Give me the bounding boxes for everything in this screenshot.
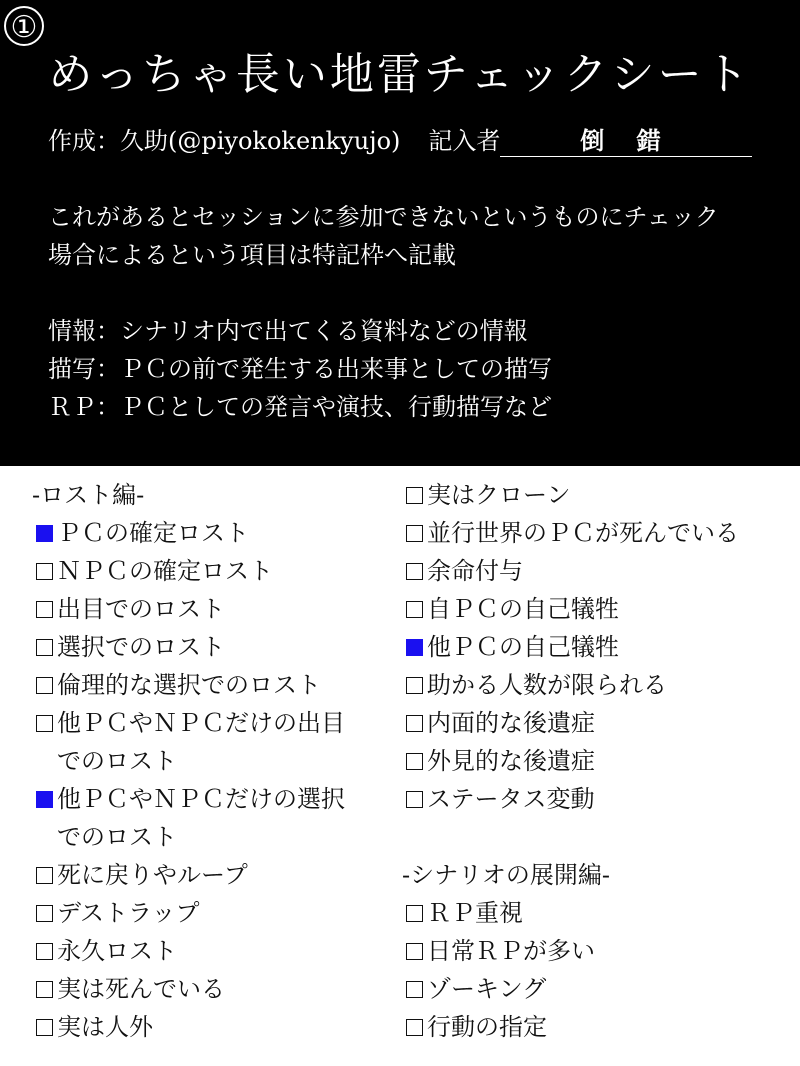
- checkbox[interactable]: [406, 753, 423, 770]
- checklist-item-label: 選択でのロスト: [57, 633, 225, 661]
- checkbox[interactable]: [36, 639, 53, 656]
- checklist-item[interactable]: [32, 666, 392, 704]
- checkbox[interactable]: [36, 981, 53, 998]
- checklist-item-label: デストラップ: [57, 899, 200, 927]
- checklist-item-label: 自ＰＣの自己犠牲: [427, 595, 619, 623]
- checkbox[interactable]: [36, 1019, 53, 1036]
- checklist-item-label: 倫理的な選択でのロスト: [57, 671, 321, 699]
- checklist-item-label: 死に戻りやループ: [57, 861, 248, 889]
- checklist-item-label: ＰＣの確定ロスト: [57, 519, 249, 547]
- checklist-item-label: 永久ロスト: [57, 937, 177, 965]
- checklist-item[interactable]: [402, 590, 792, 628]
- checklist-item[interactable]: [32, 590, 392, 628]
- checklist-item-label: ステータス変動: [427, 785, 595, 813]
- checklist-item-label: 行動の指定: [427, 1013, 547, 1041]
- writer-name-field[interactable]: 倒 錯: [500, 126, 752, 157]
- checklist-item[interactable]: [402, 552, 792, 590]
- checklist-item-label: ＮＰＣの確定ロスト: [57, 557, 273, 585]
- checkbox[interactable]: [406, 1019, 423, 1036]
- checked-checkbox[interactable]: [406, 639, 423, 656]
- checklist-item-continuation: でのロスト: [57, 747, 177, 775]
- checklist-item[interactable]: [402, 704, 792, 742]
- sheet-title: めっちゃ長い地雷チェックシート: [48, 49, 752, 100]
- checklist-item-label: 他ＰＣやＮＰＣだけの選択: [57, 785, 345, 813]
- checklist-item-label: 助かる人数が限られる: [427, 671, 667, 699]
- checklist-item[interactable]: [402, 780, 792, 818]
- checkbox[interactable]: [36, 563, 53, 580]
- checklist-item[interactable]: [402, 476, 792, 514]
- checklist-item-label: ゾーキング: [427, 975, 547, 1003]
- checkbox[interactable]: [36, 677, 53, 694]
- writer-label: 記入者: [428, 127, 501, 155]
- checklist-item-label: 内面的な後遺症: [427, 709, 595, 737]
- checklist-item[interactable]: [32, 780, 392, 818]
- checkbox[interactable]: [406, 791, 423, 808]
- checklist-item[interactable]: [32, 704, 392, 742]
- checklist-item[interactable]: [32, 552, 392, 590]
- checkbox[interactable]: [406, 601, 423, 618]
- checklist-item-label: 実は死んでいる: [57, 975, 225, 1003]
- checklist-item[interactable]: [402, 894, 792, 932]
- checklist-item[interactable]: [32, 628, 392, 666]
- checklist-item-label: 外見的な後遺症: [427, 747, 595, 775]
- checkbox[interactable]: [36, 601, 53, 618]
- right-checklist-column: [402, 476, 792, 1046]
- checklist-item[interactable]: [32, 1008, 392, 1046]
- checkbox[interactable]: [406, 905, 423, 922]
- checkbox[interactable]: [406, 487, 423, 504]
- checkbox[interactable]: [406, 981, 423, 998]
- checkbox[interactable]: [406, 525, 423, 542]
- checklist-item[interactable]: [402, 742, 792, 780]
- description-line: これがあるとセッションに参加できないというものにチェック: [48, 203, 719, 231]
- checklist-item[interactable]: [32, 932, 392, 970]
- checked-checkbox[interactable]: [36, 525, 53, 542]
- definition-line: 情報：シナリオ内で出てくる資料などの情報: [48, 317, 528, 345]
- checklist-item[interactable]: [32, 970, 392, 1008]
- author-credit: 作成：久助(@piyokokenkyujo): [48, 127, 401, 155]
- checklist-item[interactable]: [32, 894, 392, 932]
- checkbox[interactable]: [36, 715, 53, 732]
- checkbox[interactable]: [406, 563, 423, 580]
- checklist-item[interactable]: [402, 666, 792, 704]
- checked-checkbox[interactable]: [36, 791, 53, 808]
- checkbox[interactable]: [36, 943, 53, 960]
- section-heading-scenario: -シナリオの展開編-: [402, 861, 610, 889]
- checklist-item[interactable]: [402, 932, 792, 970]
- checkbox[interactable]: [36, 905, 53, 922]
- definition-line: 描写：ＰＣの前で発生する出来事としての描写: [48, 355, 552, 383]
- checkbox[interactable]: [406, 677, 423, 694]
- checklist-item[interactable]: [32, 514, 392, 552]
- section-spacer: [402, 818, 792, 856]
- definition-line: ＲＰ：ＰＣとしての発言や演技、行動描写など: [48, 393, 552, 421]
- checklist-item-label: 実は人外: [57, 1013, 153, 1041]
- checklist-item-label: 他ＰＣやＮＰＣだけの出目: [57, 709, 345, 737]
- author-line: [48, 122, 752, 160]
- page-number-badge: ①: [4, 6, 44, 46]
- checklist-item-label: 出目でのロスト: [57, 595, 225, 623]
- checklist-item-label: 並行世界のＰＣが死んでいる: [427, 519, 739, 547]
- checkbox[interactable]: [406, 943, 423, 960]
- checklist-item-label: 他ＰＣの自己犠牲: [427, 633, 619, 661]
- checklist-item-label: 余命付与: [427, 557, 523, 585]
- checklist-item-label: ＲＰ重視: [427, 899, 523, 927]
- checklist-item[interactable]: [402, 970, 792, 1008]
- checklist-item[interactable]: [402, 628, 792, 666]
- checkbox[interactable]: [36, 867, 53, 884]
- header-panel: [0, 0, 800, 466]
- checklist-item-label: 実はクローン: [427, 481, 571, 509]
- checklist-item-continuation: でのロスト: [57, 823, 177, 851]
- section-heading-lost: -ロスト編-: [32, 481, 145, 509]
- checklist-item[interactable]: [402, 1008, 792, 1046]
- checklist-item-label: 日常ＲＰが多い: [427, 937, 595, 965]
- checkbox[interactable]: [406, 715, 423, 732]
- checklist-item[interactable]: [32, 856, 392, 894]
- checklist-item[interactable]: [402, 514, 792, 552]
- left-checklist-column: [32, 476, 392, 1046]
- description-line: 場合によるという項目は特記枠へ記載: [48, 241, 456, 269]
